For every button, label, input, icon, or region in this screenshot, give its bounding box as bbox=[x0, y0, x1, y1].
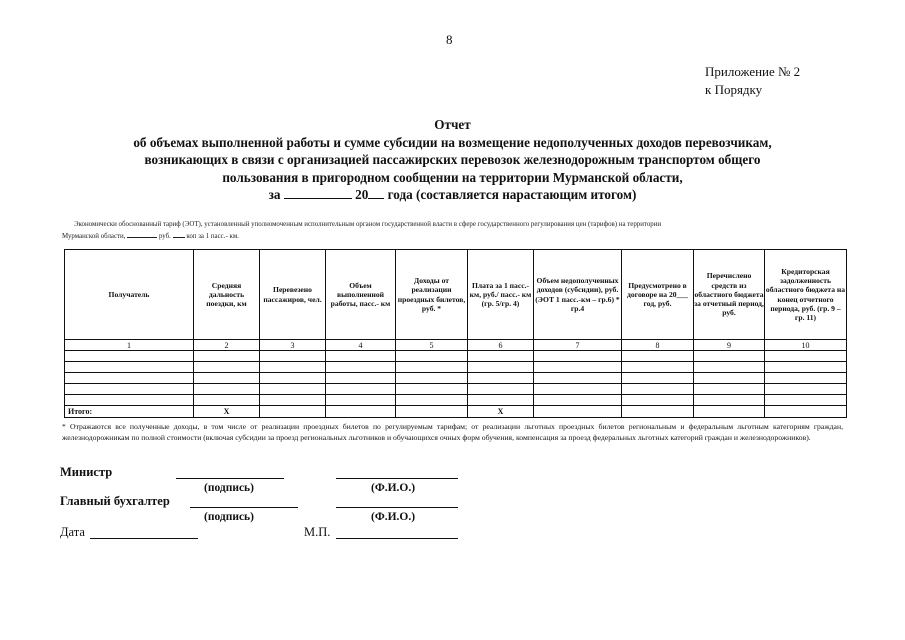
footnote: * Отражаются все полученные доходы, в том числе от реализации проездных билетов по регулируемым тарифам; от реализации льготных проездных билетов региональным и федеральным льготным категориям граждан, железнодорожникам по полной стоимости (включая субсидии за проезд региональных льготников и обучающихся очных форм обучения, компенсация за проезд федеральных льготных категорий граждан и железнодорожников). bbox=[62, 422, 843, 443]
table-cell bbox=[534, 351, 622, 362]
table-cell bbox=[326, 406, 396, 418]
total-label: Итого: bbox=[65, 406, 194, 418]
title-line-4 bbox=[40, 186, 865, 204]
accountant-signature-caption: (подпись) bbox=[204, 511, 254, 523]
not-applicable-mark: X bbox=[468, 406, 534, 418]
column-number: 5 bbox=[396, 340, 468, 351]
table-row bbox=[65, 351, 847, 362]
header-recipient: Получатель bbox=[65, 250, 194, 340]
table-cell bbox=[326, 395, 396, 406]
table-cell bbox=[260, 384, 326, 395]
table-cell bbox=[622, 395, 694, 406]
header-transferred: Перечислено средств из областного бюджета за отчетный период, руб. bbox=[694, 250, 765, 340]
column-number: 4 bbox=[326, 340, 396, 351]
tariff-line-1: Экономически обоснованный тариф (ЭОТ), установленный уполномоченным исполнительным органом государственной власти в сфере государственного регулирования цен (тарифов) на территории bbox=[74, 221, 662, 228]
report-title bbox=[40, 116, 865, 204]
table-cell bbox=[326, 351, 396, 362]
table-row bbox=[65, 362, 847, 373]
table-cell bbox=[468, 351, 534, 362]
tariff-region: Мурманской области, bbox=[62, 233, 126, 240]
table-cell bbox=[534, 406, 622, 418]
table-cell bbox=[622, 351, 694, 362]
table-cell bbox=[622, 362, 694, 373]
table-cell bbox=[765, 395, 847, 406]
kop-blank bbox=[173, 230, 185, 238]
header-lost-income: Объем недополученных доходов (субсидии), руб. (ЭОТ 1 пасс.-км – гр.6) * гр.4 bbox=[534, 250, 622, 340]
tariff-kop: коп за 1 пасс.- км. bbox=[186, 233, 239, 240]
year-blank bbox=[368, 186, 384, 199]
table-cell bbox=[65, 351, 194, 362]
table-cell bbox=[326, 362, 396, 373]
table-cell bbox=[694, 373, 765, 384]
table-cell bbox=[765, 384, 847, 395]
rub-blank bbox=[127, 230, 157, 238]
table-cell bbox=[534, 373, 622, 384]
table-cell bbox=[694, 395, 765, 406]
table-cell bbox=[694, 351, 765, 362]
table-cell bbox=[65, 373, 194, 384]
table-cell bbox=[260, 362, 326, 373]
tariff-rub: руб. bbox=[158, 233, 171, 240]
header-fare-per-km: Плата за 1 пасс.- км, руб./ пасс.- км (гр. 5/гр. 4) bbox=[468, 250, 534, 340]
tariff-statement bbox=[62, 220, 852, 242]
table-cell bbox=[396, 384, 468, 395]
table-row bbox=[65, 395, 847, 406]
table-cell bbox=[260, 373, 326, 384]
minister-name-line bbox=[336, 478, 458, 479]
column-number: 6 bbox=[468, 340, 534, 351]
column-number: 3 bbox=[260, 340, 326, 351]
table-cell bbox=[65, 362, 194, 373]
column-number: 8 bbox=[622, 340, 694, 351]
table-cell bbox=[260, 351, 326, 362]
table-cell bbox=[468, 373, 534, 384]
header-contract-amount: Предусмотрено в договоре на 20___ год, руб. bbox=[622, 250, 694, 340]
table-cell bbox=[765, 373, 847, 384]
appendix-line-1: Приложение № 2 bbox=[705, 64, 801, 79]
accountant-name-caption: (Ф.И.О.) bbox=[371, 511, 416, 523]
table-cell bbox=[765, 406, 847, 418]
table-cell bbox=[534, 362, 622, 373]
table-cell bbox=[396, 362, 468, 373]
table-cell bbox=[468, 395, 534, 406]
title-line-2: возникающих в связи с организацией пассажирских перевозок железнодорожным транспортом общего bbox=[144, 152, 761, 167]
table-cell bbox=[396, 351, 468, 362]
accountant-signature-line bbox=[190, 507, 298, 508]
table-cell bbox=[260, 395, 326, 406]
accountant-name-line bbox=[336, 507, 458, 508]
header-avg-distance: Средняя дальность поездки, км bbox=[194, 250, 260, 340]
table-cell bbox=[396, 406, 468, 418]
minister-signature-line bbox=[176, 478, 284, 479]
stamp-label: М.П. bbox=[304, 525, 331, 539]
table-cell bbox=[194, 351, 260, 362]
table-cell bbox=[194, 395, 260, 406]
stamp-line bbox=[336, 538, 458, 539]
table-cell bbox=[65, 384, 194, 395]
table-cell bbox=[468, 362, 534, 373]
column-number: 9 bbox=[694, 340, 765, 351]
title-year-prefix: 20 bbox=[355, 187, 369, 202]
table-cell bbox=[694, 362, 765, 373]
column-number: 7 bbox=[534, 340, 622, 351]
header-payables: Кредиторская задолженность областного бюджета на конец отчетного периода, руб. (гр. 9 – гр. 11) bbox=[765, 250, 847, 340]
header-work-volume: Объем выполненной работы, пасс.- км bbox=[326, 250, 396, 340]
table-cell bbox=[622, 373, 694, 384]
table-cell bbox=[326, 373, 396, 384]
table-cell bbox=[468, 384, 534, 395]
appendix-line-2: к Порядку bbox=[705, 82, 763, 97]
date-label: Дата bbox=[60, 525, 85, 539]
table-cell bbox=[622, 384, 694, 395]
page-number: 8 bbox=[446, 32, 453, 47]
column-number: 2 bbox=[194, 340, 260, 351]
table-cell bbox=[765, 362, 847, 373]
table-cell bbox=[194, 384, 260, 395]
column-number: 1 bbox=[65, 340, 194, 351]
table-cell bbox=[260, 406, 326, 418]
not-applicable-mark: X bbox=[194, 406, 260, 418]
tariff-line-2 bbox=[62, 230, 852, 242]
table-cell bbox=[694, 384, 765, 395]
table-cell bbox=[194, 362, 260, 373]
title-line-3: пользования в пригородном сообщении на территории Мурманской области, bbox=[222, 169, 683, 185]
date-line bbox=[90, 538, 198, 539]
table-cell bbox=[65, 395, 194, 406]
table-cell bbox=[694, 406, 765, 418]
minister-name-caption: (Ф.И.О.) bbox=[371, 482, 416, 494]
header-row bbox=[65, 250, 847, 340]
table-cell bbox=[534, 395, 622, 406]
column-number: 10 bbox=[765, 340, 847, 351]
appendix-reference bbox=[705, 63, 800, 99]
table-cell bbox=[622, 406, 694, 418]
period-blank bbox=[284, 186, 352, 199]
minister-label: Министр bbox=[60, 465, 113, 479]
table-row bbox=[65, 373, 847, 384]
title-line-1: об объемах выполненной работы и сумме субсидии на возмещение недополученных доходов перевозчикам, bbox=[133, 134, 772, 150]
table-cell bbox=[326, 384, 396, 395]
chief-accountant-label: Главный бухгалтер bbox=[60, 494, 170, 508]
table-cell bbox=[765, 351, 847, 362]
title-period-suffix: года (составляется нарастающим итогом) bbox=[387, 187, 637, 202]
table-cell bbox=[534, 384, 622, 395]
minister-signature-caption: (подпись) bbox=[204, 482, 254, 494]
table-row bbox=[65, 384, 847, 395]
table-cell bbox=[396, 373, 468, 384]
title-period-prefix: за bbox=[268, 187, 281, 202]
report-table bbox=[64, 249, 847, 418]
header-passengers: Перевезено пассажиров, чел. bbox=[260, 250, 326, 340]
title-heading: Отчет bbox=[434, 117, 471, 132]
table-cell bbox=[194, 373, 260, 384]
table-cell bbox=[396, 395, 468, 406]
column-number-row bbox=[65, 340, 847, 351]
total-row bbox=[65, 406, 847, 418]
header-ticket-income: Доходы от реализации проездных билетов, руб. * bbox=[396, 250, 468, 340]
